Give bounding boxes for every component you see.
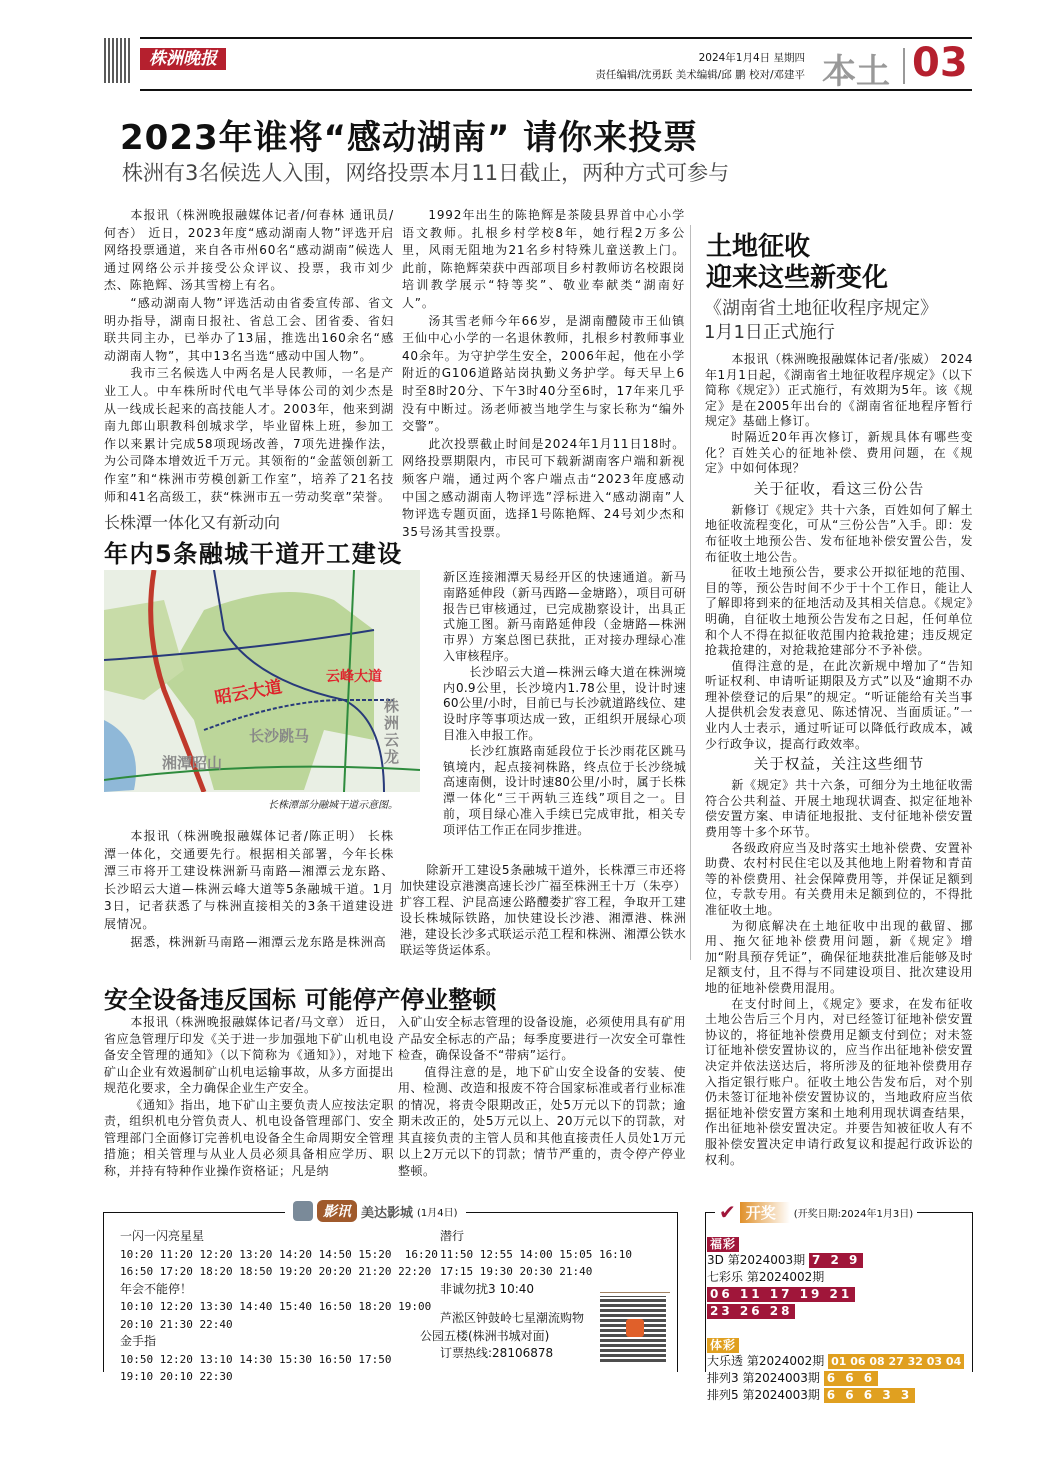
- headline-line: 土地征收: [706, 232, 811, 262]
- paragraph: 在支付时间上，《规定》要求，在发布征收土地公告后三个月内，对已经签订征地补偿安置协议的，将征地补偿费用足额支付到位；对未签订征地补偿安置协议的，应当作出征地补偿安置决定并依法送达后，将所涉及的征地补偿费用存入指定银行账户。征收土地公告发布后，对个别仍未签订征地补偿安置协议的，当地政府应当依据征地补偿安置方案和土地利用现状调查结果，作出征地补偿安置决定。并要告知被征收人有不服补偿安置决定申请行政复议和提起行政诉讼的权利。: [705, 996, 973, 1167]
- map-label: 长沙跳马: [249, 727, 310, 745]
- route-map: [104, 570, 420, 792]
- paragraph: 汤其雪老师今年66岁，是湖南醴陵市王仙镇王仙中心小学的一名退休教师，扎根乡村教师事业40余年。为守护学生安全，2006年起，他在小学附近的G106道路站岗执勤义务护学。每天早上6时至8时20分、下午3时40分至6时，17年来几乎没有中断过。汤老师被当地学生与家长称为“编外交警”。: [402, 313, 685, 434]
- paragraph: 入矿山安全标志管理的设备设施，必须使用具有矿用产品安全标志的产品；每季度要进行一次安全可靠性检查，确保设备不“带病”运行。: [398, 1015, 686, 1062]
- showtimes: 11:50 12:55 14:00 15:05 16:10: [440, 1247, 633, 1261]
- page-number: 03: [912, 40, 968, 86]
- story3-col1: [104, 1014, 394, 1179]
- paragraph: 时隔近20年再次修订，新规具体有哪些变化？百姓关心的征地补偿、费用问题，在《规定》中如何体现？: [705, 429, 973, 476]
- paragraph: 长沙红旗路南延段位于长沙雨花区跳马镇境内，起点接祠株路，终点位于长沙绕城高速南侧，设计时速80公里/小时，属于长株潭一体化“三干两轨三连线”项目之一。目前，项目绿心准入手续已完成审批，相关专项评估工作正在同步推进。: [443, 743, 686, 837]
- paragraph: 此次投票截止时间是2024年1月11日18时。网络投票期限内，市民可下载新湖南客户端和新视频客户端，通过两个客户端点击“2023年度感动中国之感动湖南人物评选”浮标进入“感动湖南”人物评选专题页面，选择1号陈艳辉、24号刘少杰和35号汤其雪投票。: [402, 436, 685, 539]
- section-divider: [903, 48, 905, 84]
- paragraph: 我市三名候选人中两名是人民教师，一名是产业工人。中车株所时代电气半导体公司的刘少杰是从一线成长起来的高技能人才。2003年，他来到湖南九郎山职教科创城求学，毕业留株上班，参加工作以来累计完成58项现场改善，7项先进操作法，为公司降本增效近千万元。其领衔的“金蓝领创新工作室”和“株洲市劳模创新工作室”，培养了21名技师和41名高级工，获“株洲市五一劳动奖章”荣誉。: [104, 366, 394, 504]
- paragraph: 新修订《规定》共十六条，百姓如何了解土地征收流程变化，可从“三份公告”入手。即：发布征收土地预公告、发布征地补偿安置公告，发布征收土地公告。: [705, 502, 973, 564]
- story2-kicker: 长株潭一体化又有新动向: [104, 513, 281, 532]
- map-label: 昭云大道: [213, 677, 284, 709]
- map-label: 株洲云龙: [384, 697, 400, 766]
- paragraph: 本报讯（株洲晚报融媒体记者/陈正明） 长株潭一体化，交通要先行。根据相关部署，今年长株潭三市将开工建设株洲新马南路—湘潭云龙东路、长沙昭云大道—株洲云峰大道等5条融城干道。1月3日，记者获悉了与株洲直接相关的3条干道建设进展情况。: [104, 829, 394, 931]
- cinema-left: [120, 1228, 438, 1386]
- story4-body: [705, 352, 973, 1168]
- story4-subhead: [704, 297, 938, 345]
- issue-date: 2024年1月4日 星期四: [698, 52, 805, 64]
- draw-name: 排列3 第2024003期: [707, 1371, 820, 1385]
- headline-line: 迎来这些新变化: [706, 263, 889, 293]
- movie-extra: 非诚勿扰3 10:40: [440, 1281, 535, 1296]
- paragraph: 值得注意的是，在此次新规中增加了“告知听证权利、申请听证期限及方式”以及“逾期不办理补偿登记的后果”的规定。“听证能给有关当事人提供机会发表意见、陈述情况、当面质证。”一业内人士表示，通过听证可以降低行政成本，减少行政争议，提高行政效率。: [705, 658, 973, 751]
- story1-headline: 2023年谁将“感动湖南” 请你来投票: [120, 118, 699, 158]
- cinema-header: [285, 1200, 466, 1222]
- draw-numbers: 06 11 17 19 21: [707, 1287, 855, 1302]
- hotline: 订票热线:28106878: [440, 1346, 554, 1360]
- draw-name: 七彩乐 第2024002期: [707, 1270, 825, 1284]
- paragraph: 新《规定》共十六条，可细分为土地征收需符合公共利益、开展土地现状调查、拟定征地补偿安置方案、申请征地报批、支付征地补偿安置费用等十多个环节。: [705, 778, 973, 840]
- paragraph: 为彻底解决在土地征收中出现的截留、挪用、拖欠征地补偿费用问题，新《规定》增加“附具预存凭证”，确保征地获批准后能够及时足额支付，且不得与不同建设项目、批次建设用地的征地补偿费用混用。: [705, 918, 973, 995]
- paragraph: 征收土地预公告，要求公开拟征地的范围、目的等，预公告时间不少于十个工作日，能让人了解即将到来的征地活动及其相关信息。《规定》明确，自征收土地预公告发布之日起，任何单位和个人不得在拟征收范围内抢栽抢建；违反规定抢栽抢建的，对抢栽抢建部分不予补偿。: [705, 565, 973, 658]
- section-subheading: 关于征收，看这三份公告: [753, 481, 925, 498]
- projector-icon: [293, 1201, 313, 1221]
- story4-headline: [706, 232, 888, 294]
- paragraph: 新区连接湘潭天易经开区的快速通道。新马南路延伸段（新马西路—金塘路），项目可研报告已审核通过，已完成勘察设计，出具正式施工图。新马南路延伸段（金塘路—株洲市界）方案总图已获批，正对接办理绿心准入审核程序。: [443, 570, 686, 663]
- cinema-badge: 影讯: [317, 1200, 357, 1222]
- draw-numbers: 23 26 28: [707, 1304, 795, 1319]
- movie-title: 一闪一闪亮星星: [120, 1229, 205, 1243]
- story2-right: [443, 570, 686, 839]
- map-label: 湘潭昭山: [162, 754, 223, 772]
- story2-col2: [400, 862, 686, 958]
- showtimes: 19:10 20:10 22:30: [120, 1370, 233, 1383]
- paragraph: 本报讯（株洲晚报融媒体记者/何春林 通讯员/何杏） 近日，2023年度“感动湖南人物”评选开启网络投票通道，来自各市州60名“感动湖南”候选人通过网络公示并接受公众评议、投票，我市刘少杰、陈艳辉、汤其雪榜上有名。: [104, 208, 394, 293]
- draw-numbers: 01 06 08 27 32 03 04: [828, 1354, 964, 1369]
- subhead-line: 1月1日正式施行: [704, 322, 835, 343]
- cinema-date: (1月4日): [417, 1207, 458, 1219]
- draw-numbers: 6 6 6 3 3: [824, 1388, 915, 1403]
- paragraph: 1992年出生的陈艳辉是茶陵县界首中心小学语文教师。扎根乡村学校8年，她行程2万多公里，风雨无阻地为21名乡村特殊儿童送教上门。此前，陈艳辉荣获中西部项目乡村教师访名校跟岗培训教学展示“特等奖”、敬业奉献类“湖南好人”。: [402, 208, 685, 310]
- lottery-header: [715, 1200, 917, 1224]
- cinema-qr-code: [600, 1292, 670, 1362]
- story3-headline: 安全设备违反国标 可能停产停业整顿: [104, 985, 497, 1014]
- movie-title: 金手指: [120, 1334, 157, 1348]
- paragraph: 除新开工建设5条融城干道外，长株潭三市还将加快建设京港澳高速长沙广福至株洲王十万（朱亭）扩容工程、沪昆高速公路醴娄扩容工程，争取开工建设长株城际铁路，加快建设长沙港、湘潭港、株洲港，建设长沙多式联运示范工程和株洲、湘潭公铁水联运等货运体系。: [400, 863, 686, 957]
- story1-subhead: 株洲有3名候选人入围，网络投票本月11日截止，两种方式可参与: [122, 161, 730, 185]
- draw-numbers: 7 2 9: [809, 1253, 863, 1268]
- welfare-label: 福彩: [707, 1237, 739, 1252]
- cinema-name: 美达影城: [361, 1205, 414, 1221]
- story2-col1: [104, 828, 394, 951]
- lottery-results: [707, 1233, 969, 1404]
- map-caption: 长株潭部分融城干道示意图。: [268, 800, 398, 811]
- showtimes: 20:10 21:30 22:40: [120, 1317, 233, 1331]
- checkmark-icon: ✔: [719, 1200, 736, 1224]
- paragraph: 本报讯（株洲晚报融媒体记者/马文章） 近日，省应急管理厅印发《关于进一步加强地下矿山机电设备安全管理的通知》（以下简称为《通知》），对地下矿山企业有效遏制矿山机电运输事故，从多方面提出规范化要求，全力确保企业生产安全。: [104, 1015, 394, 1095]
- cinema-right: [440, 1228, 632, 1298]
- story1-col1: [104, 207, 394, 506]
- paragraph: 各级政府应当及时落实土地补偿费、安置补助费、农村村民住宅以及其他地上附着物和青苗等的补偿费用、社会保障费用等，并保证足额到位，专款专用。有关费用未足额到位的，不得批准征收土地。: [705, 840, 973, 917]
- movie-title: 年会不能停！: [120, 1281, 193, 1296]
- draw-name: 排列5 第2024003期: [707, 1388, 820, 1402]
- story1-col2: [402, 207, 685, 541]
- paragraph: 值得注意的是，地下矿山安全设备的安装、使用、检测、改造和报废不符合国家标准或者行业标准的情况，将责令限期改正，处5万元以下的罚款；逾期未改正的，处5万元以上、20万元以下的罚款，对其直接负责的主管人员和其他直接责任人员处1万元以上2万元以下的罚款；情节严重的，责令停产停业整顿。: [398, 1064, 686, 1178]
- draw-name: 3D 第2024003期: [707, 1253, 806, 1267]
- section-subheading: 关于权益，关注这些细节: [753, 757, 925, 774]
- paragraph: “感动湖南人物”评选活动由省委宣传部、省文明办指导，湖南日报社、省总工会、团省委、省妇联共同主办，已举办了13届，推选出160余名“感动湖南人物”，其中13名当选“感动中国人物”。: [104, 295, 394, 363]
- sports-label: 体彩: [707, 1338, 739, 1353]
- showtimes: 17:15 19:30 20:30 21:40: [440, 1265, 593, 1278]
- paragraph: 《通知》指出，地下矿山主要负责人应按法定职责，组织机电分管负责人、机电设备管理部门、安全管理部门全面修订完善机电设备全生命周期安全管理措施；相关管理与从业人员必须具备相应学历、职称，并持有特种作业操作资格证；凡是纳: [104, 1097, 394, 1178]
- newspaper-logo: 株洲晚报: [140, 48, 226, 70]
- editors-line: 责任编辑/沈勇跃 美术编辑/邱 鹏 校对/邓建平: [595, 69, 805, 81]
- draw-name: 大乐透 第2024002期: [707, 1354, 825, 1368]
- column-divider: [690, 225, 691, 960]
- showtimes: 10:10 12:20 13:30 14:40 15:40 16:50 18:20 19:00: [120, 1300, 432, 1313]
- lottery-badge: 开奖: [740, 1202, 790, 1223]
- paragraph: 据悉，株洲新马南路—湘潭云龙东路是株洲高: [130, 934, 387, 949]
- story2-headline: 年内5条融城干道开工建设: [104, 540, 403, 568]
- qr-code: [104, 38, 130, 83]
- draw-numbers: 6 6 6: [824, 1371, 878, 1386]
- cinema-address: [420, 1310, 584, 1363]
- showtimes: 10:50 12:20 13:10 14:30 15:30 16:50 17:50: [120, 1352, 392, 1366]
- showtimes: 16:50 17:20 18:20 18:50 19:20 20:20 21:20 22:20: [120, 1265, 432, 1278]
- map-label: 云峰大道: [326, 669, 382, 685]
- showtimes: 10:20 11:20 12:20 13:20 14:20 14:50 15:20 16:20: [120, 1247, 438, 1261]
- subhead-line: 《湖南省土地征收程序规定》: [704, 298, 938, 319]
- movie-title: 潜行: [440, 1229, 465, 1243]
- address-line: 芦淞区钟鼓岭七星潮流购物: [440, 1311, 585, 1325]
- paragraph: 本报讯（株洲晚报融媒体记者/张威） 2024年1月1日起，《湖南省土地征收程序规定》（以下简称《规定》）正式施行，有效期为5年。该《规定》是在2005年出台的《湖南省征地程序暂行规定》基础上修订。: [705, 352, 973, 429]
- lottery-date: (开奖日期:2024年1月3日): [793, 1208, 914, 1220]
- story3-col2: [398, 1014, 686, 1179]
- section-name: 本土: [822, 52, 890, 92]
- paragraph: 长沙昭云大道—株洲云峰大道在株洲境内0.9公里，长沙境内1.78公里，设计时速60公里/小时，目前已与长沙就道路线位、建设时序等事项达成一致，正组织开展绿心项目准入申报工作。: [443, 664, 686, 742]
- top-rule: [140, 37, 972, 39]
- address-line: 公园五楼(株洲书城对面): [420, 1328, 550, 1343]
